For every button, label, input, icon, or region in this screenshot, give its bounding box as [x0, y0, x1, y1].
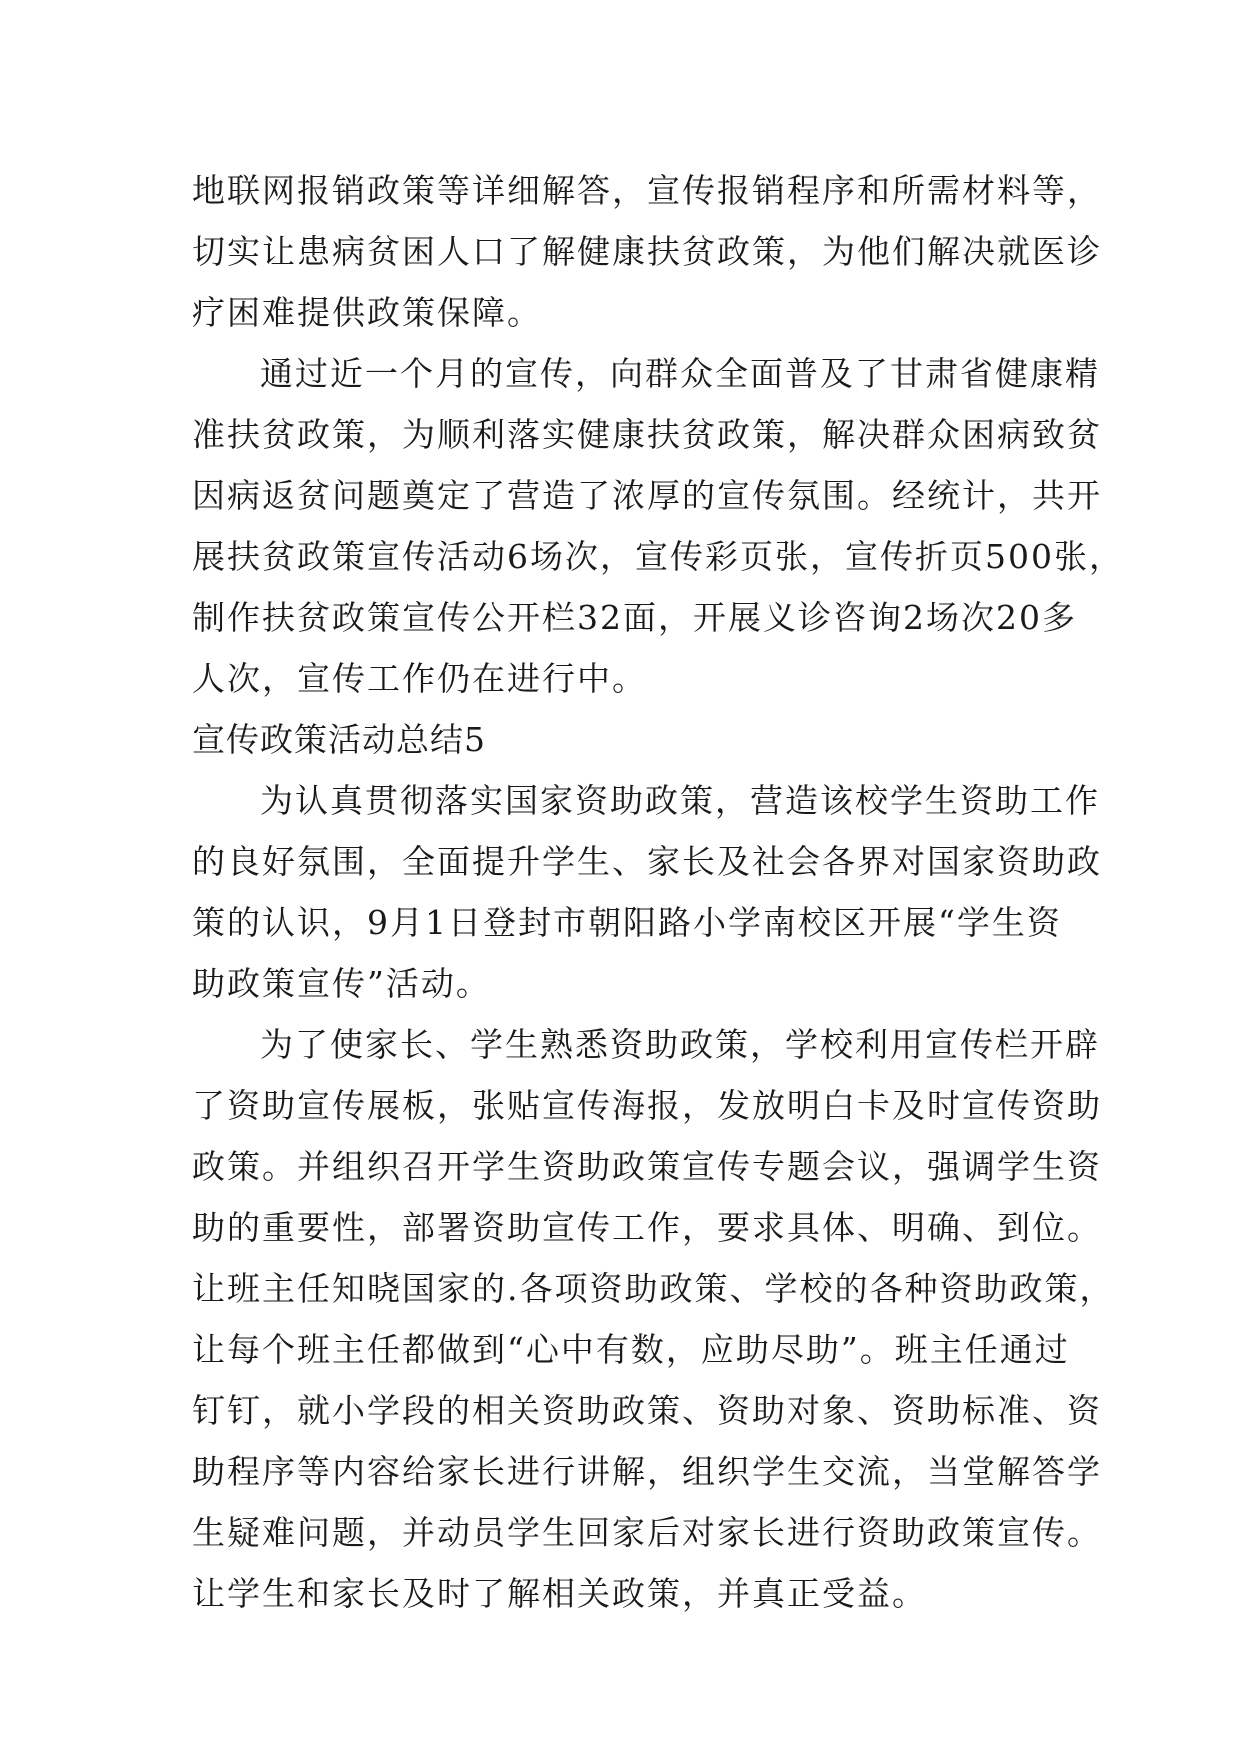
text-line: 助的重要性，部署资助宣传工作，要求具体、明确、到位。 [192, 1208, 1102, 1247]
document-body [192, 160, 1124, 1624]
text-line: 人次，宣传工作仍在进行中。 [192, 659, 647, 698]
text-line: 切实让患病贫困人口了解健康扶贫政策，为他们解决就医诊 [192, 232, 1102, 271]
paragraph-first-line: 为了使家长、学生熟悉资助政策，学校利用宣传栏开辟 [260, 1025, 1100, 1064]
text-line: 的良好氛围，全面提升学生、家长及社会各界对国家资助政 [192, 842, 1102, 881]
text-line: 让班主任知晓国家的.各项资助政策、学校的各种资助政策， [192, 1269, 1115, 1308]
paragraph-first-line: 通过近一个月的宣传，向群众全面普及了甘肃省健康精 [260, 354, 1100, 393]
text-line: 因病返贫问题奠定了营造了浓厚的宣传氛围。经统计，共开 [192, 476, 1102, 515]
text-line: 制作扶贫政策宣传公开栏32面，开展义诊咨询2场次20多 [192, 598, 1077, 637]
text-line: 准扶贫政策，为顺利落实健康扶贫政策，解决群众困病致贫 [192, 415, 1102, 454]
text-line: 钉钉，就小学段的相关资助政策、资助对象、资助标准、资 [192, 1391, 1102, 1430]
text-line: 了资助宣传展板，张贴宣传海报，发放明白卡及时宣传资助 [192, 1086, 1102, 1125]
section-heading: 宣传政策活动总结5 [192, 720, 486, 759]
text-line: 助程序等内容给家长进行讲解，组织学生交流，当堂解答学 [192, 1452, 1102, 1491]
text-line: 政策。并组织召开学生资助政策宣传专题会议，强调学生资 [192, 1147, 1102, 1186]
text-line: 策的认识，9月1日登封市朝阳路小学南校区开展“学生资 [192, 903, 1062, 942]
text-line: 地联网报销政策等详细解答，宣传报销程序和所需材料等， [192, 171, 1102, 210]
text-line: 展扶贫政策宣传活动6场次，宣传彩页张，宣传折页500张， [192, 537, 1124, 576]
text-line: 生疑难问题，并动员学生回家后对家长进行资助政策宣传。 [192, 1513, 1102, 1552]
text-line: 让每个班主任都做到“心中有数，应助尽助”。班主任通过 [192, 1330, 1070, 1369]
text-line: 疗困难提供政策保障。 [192, 293, 542, 332]
text-line: 让学生和家长及时了解相关政策，并真正受益。 [192, 1574, 927, 1613]
text-line: 助政策宣传”活动。 [192, 964, 491, 1003]
paragraph-first-line: 为认真贯彻落实国家资助政策，营造该校学生资助工作 [260, 781, 1100, 820]
